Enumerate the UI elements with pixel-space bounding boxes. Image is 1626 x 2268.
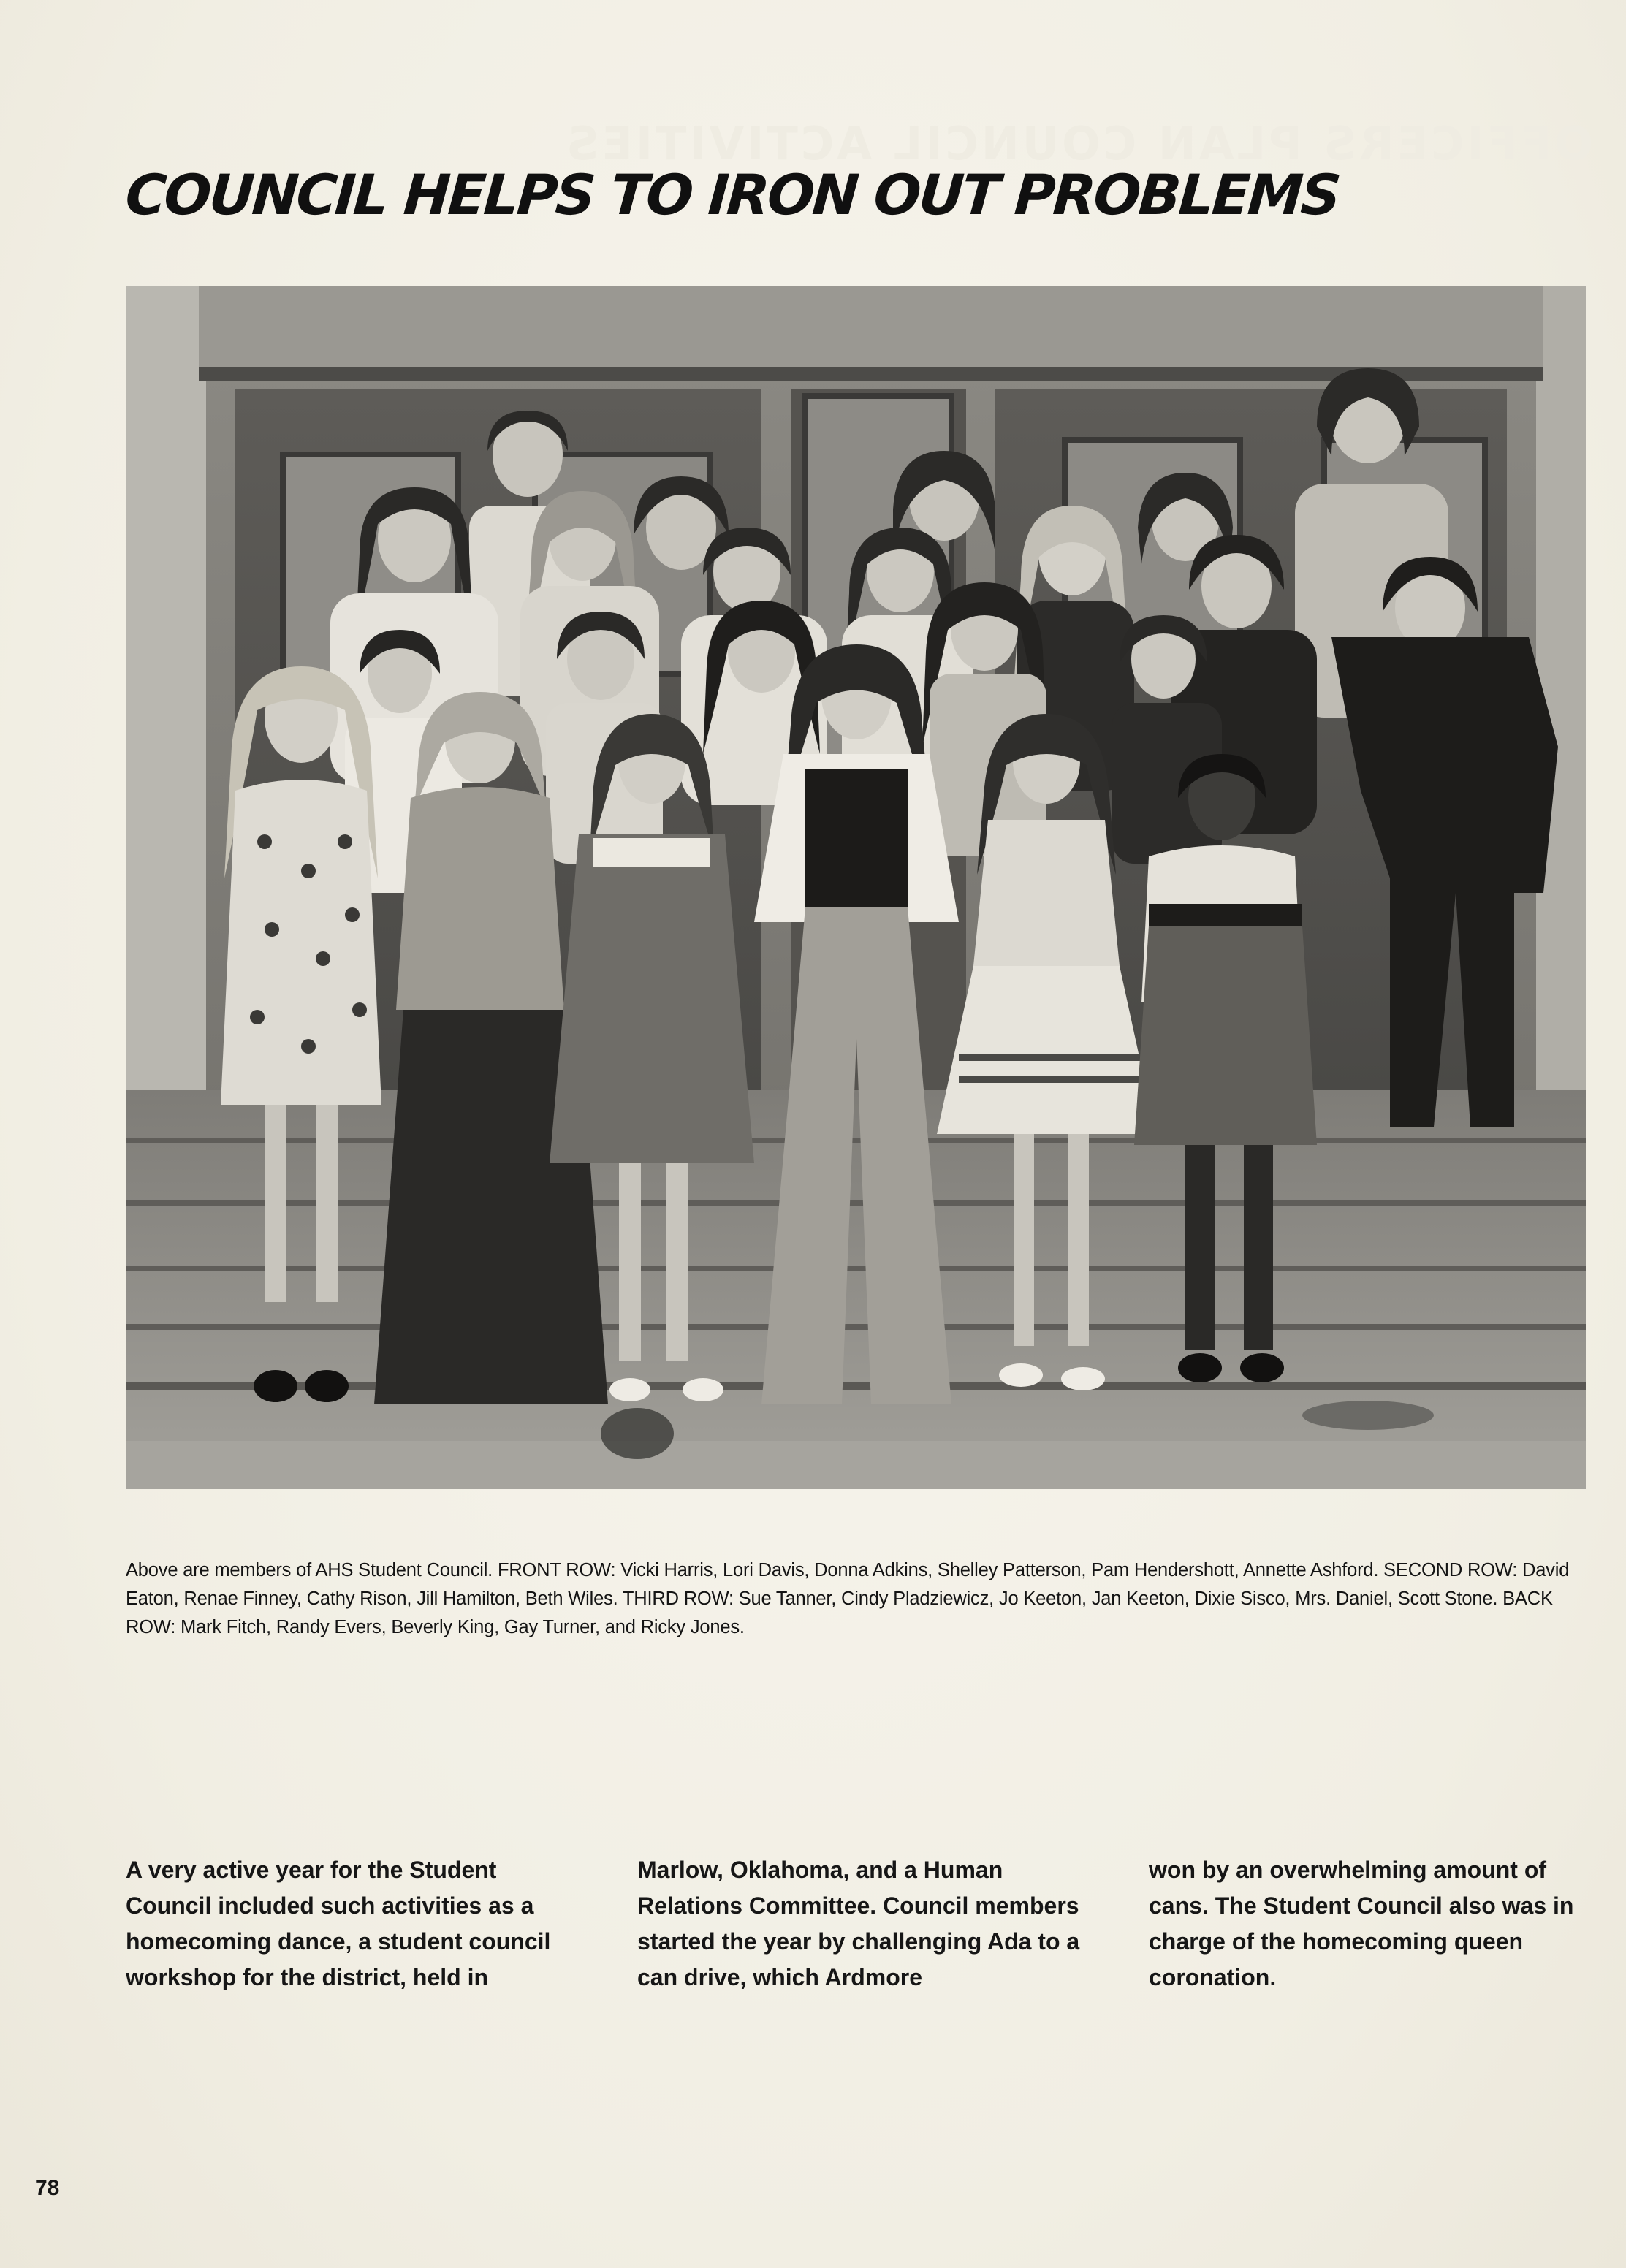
body-column-3 <box>1149 1852 1595 1995</box>
photo-caption <box>126 1556 1586 1642</box>
bleed-through-heading: OFFICERS PLAN COUNCIL ACTIVITIES <box>563 117 1593 170</box>
page-number: 78 <box>35 2176 60 2200</box>
caption-text: Above are members of AHS Student Council. FRONT ROW: Vicki Harris, Lori Davis, Donna Adkins, Shelley Patterson, Pam Hendershott, Annette Ashford. SECOND ROW: David Eaton, Renae Finney, Cathy Rison, Jill Hamilton, Beth Wiles. THIRD ROW: Sue Tanner, Cindy Pladziewicz, Jo Keeton, Jan Keeton, Dixie Sisco, Mrs. Daniel, Scott Stone. BACK ROW: Mark Fitch, Randy Evers, Beverly King, Gay Turner, and Ricky Jones. <box>126 1560 1570 1637</box>
group-photo <box>126 286 1586 1489</box>
body-column-2-text: Marlow, Oklahoma, and a Human Relations Committee. Council members started the year by challenging Ada to a can drive, which Ardmore <box>637 1857 1080 1990</box>
door-lintel <box>199 286 1543 367</box>
body-column-1-text: A very active year for the Student Council included such activities as a homecoming dance, a student council workshop for the district, held in <box>126 1857 551 1990</box>
group-photo-drawing <box>126 286 1586 1489</box>
left-pillar <box>126 286 206 1090</box>
page-headline: COUNCIL HELPS TO IRON OUT PROBLEMS <box>123 162 1342 227</box>
body-text-columns <box>126 1852 1587 1998</box>
steps <box>126 1090 1586 1489</box>
body-column-3-text: won by an overwhelming amount of cans. The Student Council also was in charge of the homecoming queen coronation. <box>1149 1857 1574 1990</box>
right-pillar <box>1536 286 1586 1090</box>
body-column-1 <box>126 1852 571 1995</box>
body-column-2 <box>637 1852 1083 1995</box>
